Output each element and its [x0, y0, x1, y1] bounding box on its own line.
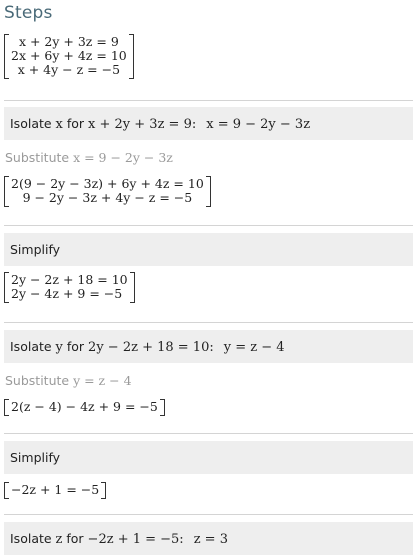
simplify-label: Simplify	[10, 242, 61, 257]
isolate-x-step[interactable]	[4, 107, 413, 140]
substituted-system	[4, 176, 211, 207]
step-prefix: Isolate	[10, 339, 56, 354]
simplified-row-1: −2z + 1 = −5	[11, 482, 100, 497]
isolate-y-step[interactable]	[4, 330, 413, 363]
system-row-1: x + 2y + 3z = 9	[18, 34, 119, 49]
divider	[4, 433, 413, 434]
equation-system	[4, 34, 134, 79]
step-prefix: Isolate	[10, 531, 56, 546]
step-for-word: for	[62, 531, 88, 546]
step-variable: x	[55, 117, 63, 132]
substituted-row-2: 9 − 2y − 3z + 4y − z = −5	[22, 190, 193, 205]
simplify-label: Simplify	[10, 450, 61, 465]
simplify-step[interactable]	[4, 233, 413, 266]
divider	[4, 514, 413, 515]
divider	[4, 100, 413, 101]
step-for-word: for	[62, 339, 89, 354]
system-row-3: x + 4y − z = −5	[17, 62, 121, 77]
step-equation: −2z + 1 = −5:	[87, 532, 184, 547]
step-equation: x + 2y + 3z = 9:	[88, 117, 197, 132]
step-variable: z	[55, 532, 63, 547]
step-prefix: Isolate	[10, 116, 56, 131]
simplified-row-2: 2y − 4z + 9 = −5	[11, 286, 123, 301]
simplified-equation	[4, 482, 106, 499]
simplified-row-1: 2y − 2z + 18 = 10	[11, 272, 128, 287]
divider	[4, 322, 413, 323]
substitute-label: Substitute y = z − 4	[5, 373, 132, 388]
step-result: y = z − 4	[223, 340, 285, 355]
substitute-label: Substitute x = 9 − 2y − 3z	[5, 150, 173, 165]
step-result: x = 9 − 2y − 3z	[206, 117, 311, 132]
substitute-expression: x = 9 − 2y − 3z	[73, 150, 173, 165]
substituted-row-1: 2(z − 4) − 4z + 9 = −5	[11, 399, 158, 414]
step-for-word: for	[62, 116, 89, 131]
divider	[4, 225, 413, 226]
substituted-equation	[4, 399, 165, 416]
system-row-2: 2x + 6y + 4z = 10	[11, 48, 127, 63]
isolate-z-step[interactable]	[4, 522, 413, 555]
simplify-step[interactable]	[4, 441, 413, 474]
steps-title: Steps	[4, 3, 53, 23]
step-variable: y	[55, 340, 63, 355]
step-result: z = 3	[193, 532, 228, 547]
step-equation: 2y − 2z + 18 = 10:	[88, 340, 214, 355]
substituted-row-1: 2(9 − 2y − 3z) + 6y + 4z = 10	[11, 176, 204, 191]
substitute-expression: y = z − 4	[73, 373, 132, 388]
simplified-system	[4, 272, 135, 303]
